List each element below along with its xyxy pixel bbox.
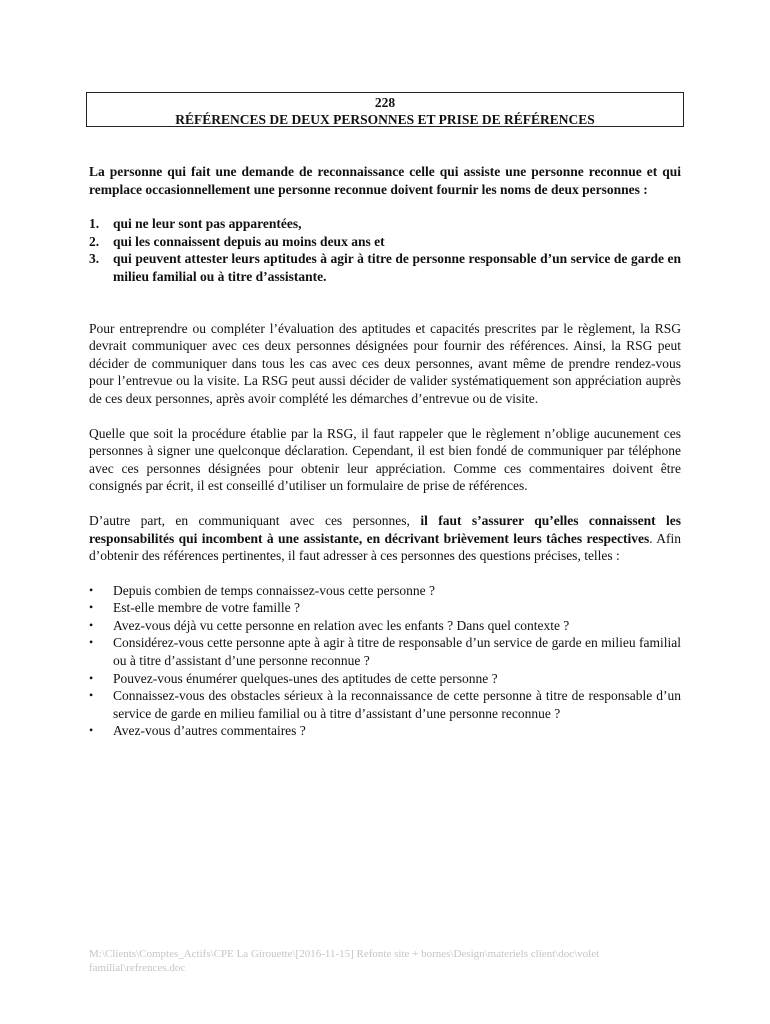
- question-text: Pouvez-vous énumérer quelques-unes des aptitudes de cette personne ?: [113, 670, 498, 686]
- list-item: [89, 722, 681, 740]
- spacer: [89, 408, 681, 425]
- page-number: 228: [374, 95, 396, 110]
- list-item-text: qui les connaissent depuis au moins deux ans et: [113, 233, 385, 249]
- list-item: [89, 670, 681, 688]
- list-item: [89, 617, 681, 635]
- list-item: [89, 250, 681, 285]
- question-text: Est-elle membre de votre famille ?: [113, 600, 301, 616]
- header-box: [86, 92, 684, 127]
- question-text: Connaissez-vous des obstacles sérieux à la reconnaissance de cette personne à titre de responsable d’un service de garde en milieu familial ou à titre d’assistant d’une personne reconnue ?: [113, 688, 681, 721]
- list-item: [89, 634, 681, 669]
- question-text: Avez-vous déjà vu cette personne en relation avec les enfants ? Dans quel contexte ?: [113, 617, 570, 633]
- intro-paragraph: La personne qui fait une demande de reconnaissance celle qui assiste une personne reconnue et qui remplace occasionnellement une personne reconnue doivent fournir les noms de deux personnes :: [89, 164, 681, 197]
- list-item-text: qui ne leur sont pas apparentées,: [113, 216, 302, 232]
- bullet-icon: •: [89, 688, 94, 703]
- spacer: [89, 495, 681, 512]
- question-text: Avez-vous d’autres commentaires ?: [113, 723, 306, 739]
- list-item-text: qui peuvent attester leurs aptitudes à agir à titre de personne responsable d’un service de garde en milieu familial ou à titre d’assistante.: [113, 251, 681, 284]
- paragraph-communication: [89, 512, 681, 565]
- document-content: [89, 163, 681, 740]
- paragraph-bold-text: il faut s’assurer qu’elles connaissent les responsabilités qui incombent à une assistante, en décrivant brièvement leurs tâches respectives: [89, 512, 681, 546]
- list-number: 2.: [89, 233, 100, 249]
- questions-list: [89, 582, 681, 740]
- paragraph-procedure: Quelle que soit la procédure établie par la RSG, il faut rappeler que le règlement n’oblige aucunement ces personnes à signer une quelconque déclaration. Cependant, il est bien fondé de communiquer par téléphone avec ces personnes désignées pour obtenir leur appréciation. Comme ces commentaires doivent être consignés par écrit, il est conseillé d’utiliser un formulaire de prise de références.: [89, 425, 681, 494]
- spacer: [89, 286, 681, 320]
- list-number: 1.: [89, 216, 100, 232]
- paragraph-evaluation: Pour entreprendre ou compléter l’évaluation des aptitudes et capacités prescrites par le règlement, la RSG devrait communiquer avec ces deux personnes désignées pour fournir des références. Ainsi, la RSG peut décider de communiquer dans tous les cas avec ces deux personnes, avant même de prendre rendez-vous pour l’entrevue ou la visite. La RSG peut aussi décider de valider systématiquement son appréciation auprès de ces deux personnes, après avoir complété les démarches d’entrevue ou de visite.: [89, 320, 681, 406]
- paragraph-text: D’autre part, en communiquant avec ces personnes,: [89, 512, 421, 528]
- question-text: Considérez-vous cette personne apte à agir à titre de responsable d’un service de garde en milieu familial ou à titre d’assistant d’une personne reconnue ?: [113, 635, 681, 669]
- numbered-list: [89, 215, 681, 285]
- spacer: [89, 565, 681, 582]
- bullet-icon: •: [89, 617, 94, 632]
- list-item: [89, 687, 681, 722]
- bullet-icon: •: [89, 723, 94, 738]
- list-item: [89, 233, 681, 251]
- list-item: [89, 215, 681, 233]
- page-title: RÉFÉRENCES DE DEUX PERSONNES ET PRISE DE RÉFÉRENCES: [175, 112, 595, 127]
- list-number: 3.: [89, 251, 100, 267]
- bullet-icon: •: [89, 670, 94, 685]
- list-item: [89, 599, 681, 617]
- bullet-icon: •: [89, 635, 94, 650]
- question-text: Depuis combien de temps connaissez-vous cette personne ?: [113, 582, 436, 598]
- file-path-footer: M:\Clients\Comptes_Actifs\CPE La Girouette\[2016-11-15] Refonte site + bornes\Design\materiels client\doc\volet familial\refrences.doc: [89, 948, 600, 974]
- list-item: [89, 582, 681, 600]
- paragraph-text: . Afin d’obtenir des références pertinentes, il faut adresser à ces personnes des questions précises, telles :: [89, 530, 681, 564]
- bullet-icon: •: [89, 600, 94, 615]
- bullet-icon: •: [89, 582, 94, 597]
